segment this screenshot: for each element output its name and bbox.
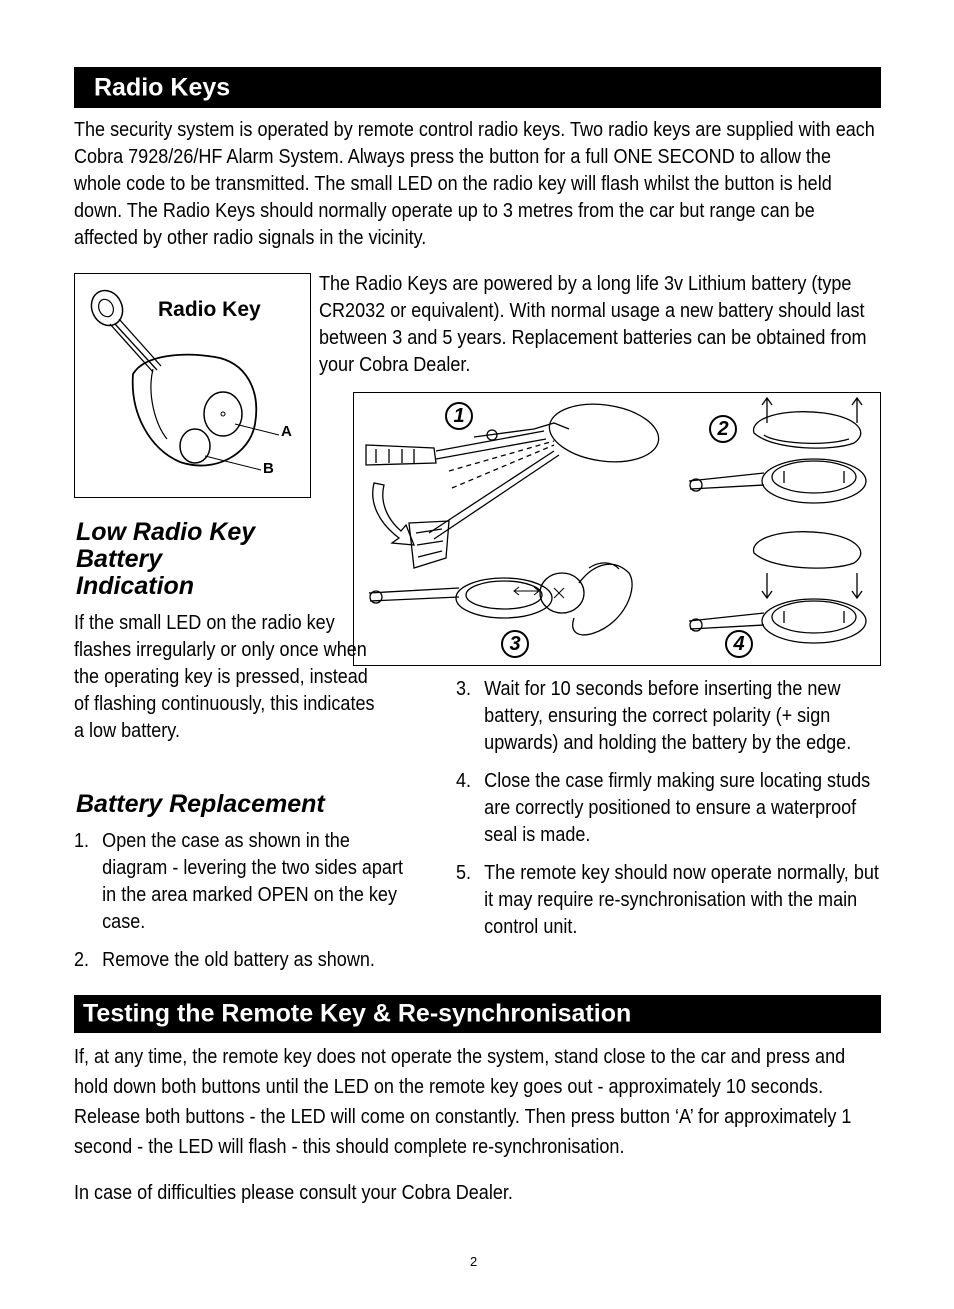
steps-right-column — [456, 675, 880, 951]
step-1-marker: 1 — [445, 402, 473, 430]
list-item — [74, 827, 413, 935]
section-title: Radio Keys — [94, 73, 231, 101]
heading-line: Battery — [76, 545, 163, 573]
battery-replacement-illustration — [354, 393, 880, 665]
low-battery-text: If the small LED on the radio key flashes irregularly or only once when the operating key is pressed, instead of flashing continuously, this indicates a low battery. — [74, 611, 375, 742]
step-2-marker: 2 — [709, 415, 737, 443]
button-a-label: A — [281, 423, 292, 440]
heading-line: Low Radio Key — [76, 518, 256, 546]
step-text: Wait for 10 seconds before inserting the new battery, ensuring the correct polarity (+ sign upwards) and holding the battery by the edge. — [484, 677, 852, 754]
step-4-marker: 4 — [725, 630, 753, 658]
section-header-testing — [74, 995, 881, 1033]
paragraph: In case of difficulties please consult your Cobra Dealer. — [74, 1181, 513, 1204]
step-number: 3. — [456, 677, 472, 700]
step-number: 4. — [456, 769, 472, 792]
step-number: 5. — [456, 861, 472, 884]
paragraph: If, at any time, the remote key does not operate the system, stand close to the car and press and hold down both buttons until the LED on the remote key goes out - approximately 10 seconds. Release both buttons - the LED will come on constantly. Then press button ‘A’ for approximately 1 second - the LED will flash - this should complete re-synchronisation. — [74, 1045, 852, 1158]
button-b-label: B — [263, 460, 274, 477]
step-text: Close the case firmly making sure locating studs are correctly positioned to ensure a waterproof seal is made. — [484, 769, 871, 846]
low-battery-heading — [76, 519, 255, 600]
radio-key-illustration — [75, 274, 310, 497]
step-number: 2. — [74, 948, 90, 971]
list-item — [456, 767, 880, 848]
steps-left-column — [74, 827, 413, 984]
step-text: The remote key should now operate normally, but it may require re-synchronisation with the main control unit. — [484, 861, 879, 938]
intro-paragraph: The security system is operated by remote control radio keys. Two radio keys are supplied with each Cobra 7928/26/HF Alarm System. Always press the button for a full ONE SECOND to allow the whole code to be transmitted. The small LED on the radio key will flash whilst the button is held down. The Radio Keys should normally operate up to 3 metres from the car but range can be affected by other radio signals in the vicinity. — [74, 118, 875, 249]
step-text: Remove the old battery as shown. — [102, 948, 375, 971]
heading-line: Indication — [76, 572, 195, 600]
figure-label: Radio Key — [158, 298, 261, 321]
step-number: 1. — [74, 829, 90, 852]
battery-info-paragraph: The Radio Keys are powered by a long life 3v Lithium battery (type CR2032 or equivalent). With normal usage a new battery should last between 3 and 5 years. Replacement batteries can be obtained from your Cobra Dealer. — [319, 272, 867, 376]
step-3-marker: 3 — [501, 630, 529, 658]
battery-replacement-figure — [353, 392, 881, 666]
page-number: 2 — [470, 1254, 478, 1269]
section-header-radio-keys — [74, 67, 881, 108]
radio-key-figure — [74, 273, 311, 498]
list-item — [456, 859, 880, 940]
list-item — [456, 675, 880, 756]
testing-body — [74, 1042, 877, 1224]
section-title: Testing the Remote Key & Re-synchronisation — [83, 999, 632, 1028]
step-text: Open the case as shown in the diagram - levering the two sides apart in the area marked OPEN on the key case. — [102, 829, 403, 933]
battery-replacement-heading: Battery Replacement — [76, 790, 325, 818]
list-item — [74, 946, 413, 973]
